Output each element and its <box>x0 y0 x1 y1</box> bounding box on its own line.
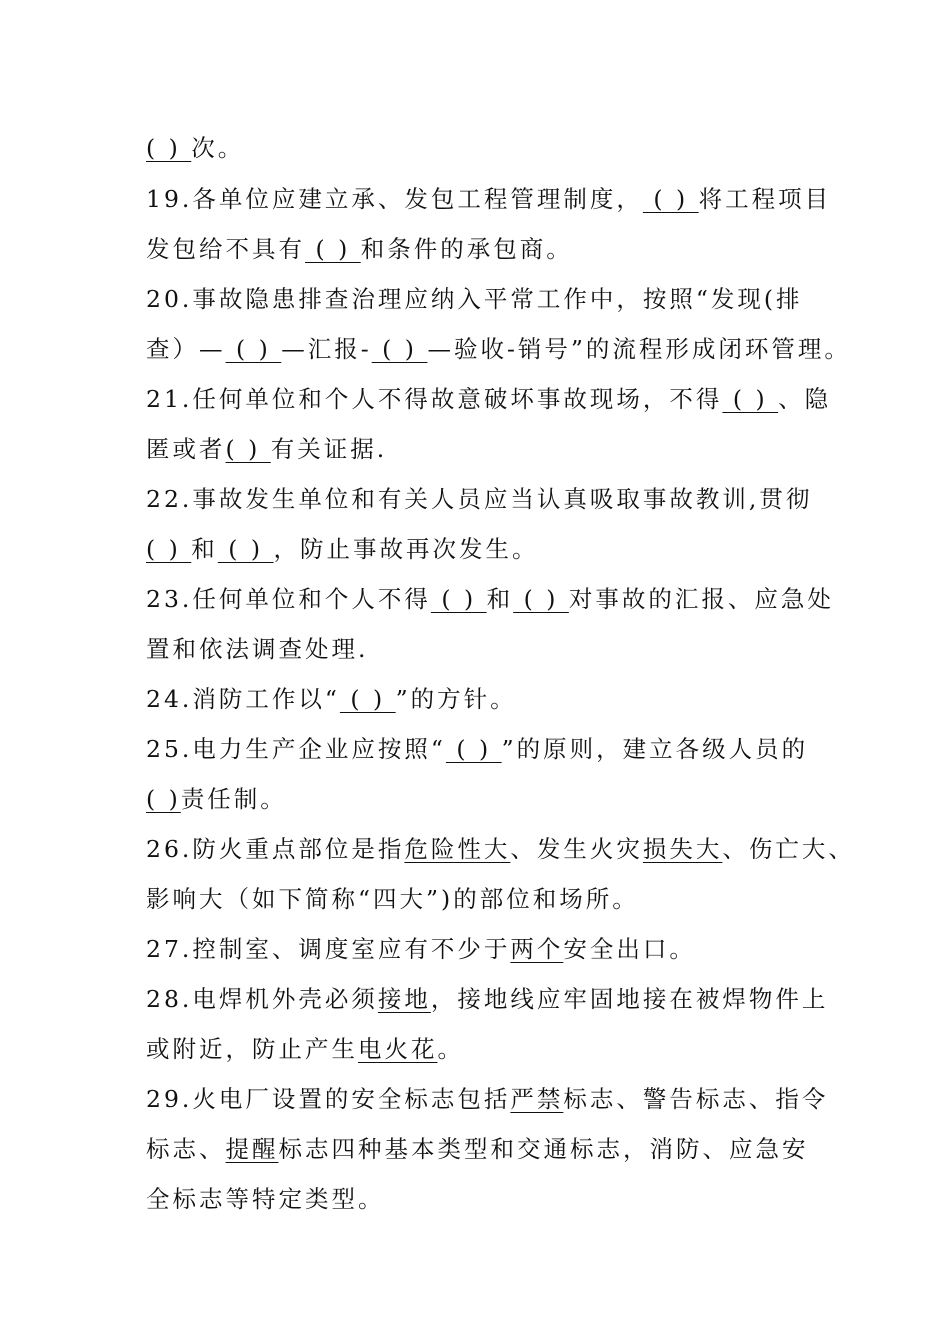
underlined-answer: ( ) <box>146 535 192 563</box>
text-segment: ”的原则，建立各级人员的 <box>501 735 809 763</box>
text-segment: 25.电力生产企业应按照“ <box>146 735 446 763</box>
text-line <box>146 333 851 365</box>
text-line <box>146 633 368 665</box>
text-line <box>146 583 834 615</box>
underlined-answer: ( ) <box>217 535 274 563</box>
text-segment: 有关证据. <box>270 435 388 463</box>
text-line <box>146 183 831 215</box>
underlined-answer: ( ) <box>371 335 428 363</box>
text-segment: 、伤亡大、 <box>722 835 855 863</box>
text-segment: 置和依法调查处理. <box>146 635 369 663</box>
text-segment: 和 <box>486 585 514 613</box>
text-segment: 21.任何单位和个人不得故意破坏事故现场，不得 <box>146 385 723 413</box>
text-segment: 标志、 <box>146 1135 226 1163</box>
text-line <box>146 783 287 815</box>
text-segment: 、发生火灾 <box>510 835 643 863</box>
text-line <box>146 533 539 565</box>
text-line <box>146 383 831 415</box>
text-line <box>146 883 639 915</box>
underlined-answer: 严禁 <box>510 1085 564 1113</box>
underlined-answer: 损失大 <box>642 835 723 863</box>
text-segment: 20.事故隐患排查治理应纳入平常工作中，按照“发现(排 <box>146 285 803 313</box>
underlined-answer: ( ) <box>513 585 569 613</box>
text-segment: 24.消防工作以“ <box>146 685 340 713</box>
text-segment: 19.各单位应建立承、发包工程管理制度， <box>146 185 643 213</box>
text-segment: 次。 <box>191 134 245 162</box>
text-segment: 发包给不具有 <box>146 235 305 263</box>
text-segment: 28.电焊机外壳必须 <box>146 985 378 1013</box>
text-segment: 。 <box>437 1035 464 1063</box>
text-segment: 标志四种基本类型和交通标志，消防、应急安 <box>278 1135 809 1163</box>
text-line <box>146 433 387 465</box>
text-line <box>146 283 803 315</box>
underlined-answer: ( ) <box>225 335 282 363</box>
underlined-answer: ( ) <box>146 785 181 813</box>
text-line <box>146 1133 809 1165</box>
text-segment: 27.控制室、调度室应有不少于 <box>146 935 511 963</box>
text-segment: 标志、警告标志、指令 <box>563 1085 829 1113</box>
text-segment: 和条件的承包商。 <box>360 235 573 263</box>
underlined-answer: ( ) <box>225 435 271 463</box>
text-line <box>146 1083 828 1115</box>
text-segment: 责任制。 <box>180 785 287 813</box>
underlined-answer: ( ) <box>445 735 502 763</box>
text-line <box>146 1183 385 1215</box>
text-segment: 对事故的汇报、应急处 <box>568 585 834 613</box>
text-segment: ，接地线应牢固地接在被焊物件上 <box>430 985 829 1013</box>
text-segment: ，防止事故再次发生。 <box>273 535 539 563</box>
text-line <box>146 983 828 1015</box>
underlined-answer: ( ) <box>305 235 361 263</box>
text-line <box>146 1033 464 1065</box>
text-line <box>146 733 808 765</box>
text-segment: 29.火电厂设置的安全标志包括 <box>146 1085 511 1113</box>
underlined-answer: ( ) <box>430 585 487 613</box>
underlined-answer: ( ) <box>146 134 192 162</box>
text-segment: 和 <box>191 535 218 563</box>
text-segment: —汇报- <box>281 335 372 363</box>
underlined-answer: 两个 <box>510 935 564 963</box>
text-segment: ”的方针。 <box>395 685 517 713</box>
text-line <box>146 683 517 715</box>
text-segment: 安全出口。 <box>563 935 696 963</box>
text-segment: 22.事故发生单位和有关人员应当认真吸取事故教训,贯彻 <box>146 485 813 513</box>
underlined-answer: 接地 <box>377 985 431 1013</box>
text-line <box>146 933 696 965</box>
text-segment: —验收-销号”的流程形成闭环管理。 <box>427 335 851 363</box>
text-line <box>146 483 812 515</box>
underlined-answer: 危险性大 <box>404 835 511 863</box>
underlined-answer: ( ) <box>642 185 699 213</box>
text-segment: 或附近，防止产生 <box>146 1035 358 1063</box>
text-line <box>146 233 573 265</box>
underlined-answer: ( ) <box>722 385 779 413</box>
text-segment: 影响大（如下简称“四大”)的部位和场所。 <box>146 885 639 913</box>
text-segment: 23.任何单位和个人不得 <box>146 585 431 613</box>
text-segment: 、隐 <box>778 385 832 413</box>
text-segment: 查）— <box>146 335 226 363</box>
text-line <box>146 833 855 865</box>
text-segment: 全标志等特定类型。 <box>146 1185 385 1213</box>
text-segment: 26.防火重点部位是指 <box>146 835 405 863</box>
text-segment: 将工程项目 <box>698 185 832 213</box>
underlined-answer: 电火花 <box>358 1035 438 1063</box>
underlined-answer: 提醒 <box>225 1135 279 1163</box>
underlined-answer: ( ) <box>339 685 396 713</box>
text-line <box>146 132 244 164</box>
text-segment: 匿或者 <box>146 435 226 463</box>
